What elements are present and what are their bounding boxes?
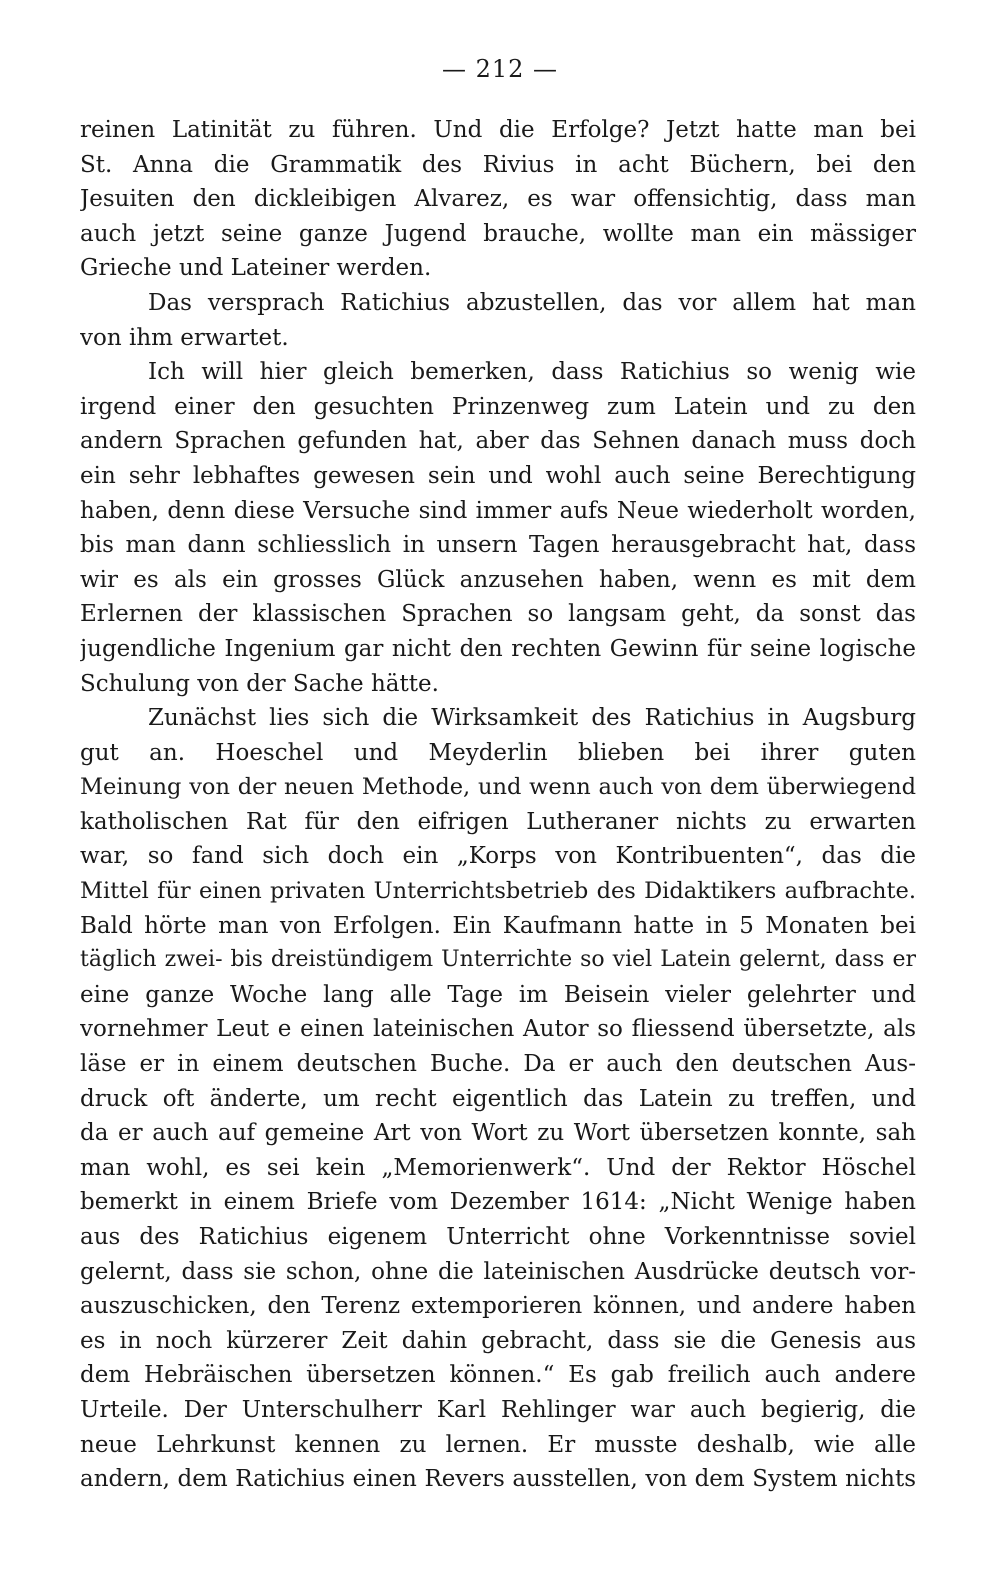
- text-line: läse er in einem deutschen Buche. Da er auch den deutschen Aus-: [80, 1051, 916, 1078]
- text-line: Mittel für einen privaten Unterrichtsbetrieb des Didaktikers aufbrachte.: [80, 878, 916, 905]
- text-line: irgend einer den gesuchten Prinzenweg zum Latein und zu den: [80, 393, 916, 420]
- page-number: — 212 —: [441, 55, 559, 83]
- text-line: ein sehr lebhaftes gewesen sein und wohl auch seine Berechtigung: [80, 462, 916, 489]
- text-line: andern Sprachen gefunden hat, aber das Sehnen danach muss doch: [80, 428, 916, 455]
- text-line: dem Hebräischen übersetzen können.“ Es gab freilich auch andere: [80, 1362, 916, 1389]
- text-line: bemerkt in einem Briefe vom Dezember 1614: „Nicht Wenige haben: [80, 1189, 916, 1216]
- text-line: Ich will hier gleich bemerken, dass Ratichius so wenig wie: [148, 359, 916, 386]
- text-line: Meinung von der neuen Methode, und wenn auch von dem überwiegend: [80, 774, 916, 801]
- text-line: vornehmer Leut e einen lateinischen Autor so fliessend übersetzte, als: [80, 1016, 916, 1043]
- text-line: Schulung von der Sache hätte.: [80, 670, 439, 697]
- text-line: aus des Ratichius eigenem Unterricht ohne Vorkenntnisse soviel: [80, 1224, 916, 1250]
- text-line: Erlernen der klassischen Sprachen so langsam geht, da sonst das: [80, 601, 916, 628]
- text-line: auszuschicken, den Terenz extemporieren können, und andere haben: [80, 1293, 916, 1320]
- text-line: gelernt, dass sie schon, ohne die lateinischen Ausdrücke deutsch vor-: [80, 1258, 916, 1285]
- text-line: auch jetzt seine ganze Jugend brauche, wollte man ein mässiger: [80, 220, 916, 247]
- text-line: Zunächst lies sich die Wirksamkeit des Ratichius in Augsburg: [148, 705, 916, 732]
- text-line: neue Lehrkunst kennen zu lernen. Er musste deshalb, wie alle: [80, 1431, 916, 1458]
- text-line: jugendliche Ingenium gar nicht den rechten Gewinn für seine logische: [80, 635, 916, 662]
- text-line: es in noch kürzerer Zeit dahin gebracht, dass sie die Genesis aus: [80, 1327, 916, 1354]
- text-line: Das versprach Ratichius abzustellen, das vor allem hat man: [148, 289, 916, 316]
- text-line: andern, dem Ratichius einen Revers ausstellen, von dem System nichts: [80, 1466, 916, 1493]
- text-line: katholischen Rat für den eifrigen Lutheraner nichts zu erwarten: [80, 808, 916, 835]
- text-line: man wohl, es sei kein „Memorienwerk“. Und der Rektor Höschel: [80, 1154, 916, 1181]
- text-line: Bald hörte man von Erfolgen. Ein Kaufmann hatte in 5 Monaten bei: [80, 912, 916, 939]
- text-line: von ihm erwartet.: [80, 324, 289, 351]
- text-line: St. Anna die Grammatik des Rivius in acht Büchern, bei den: [80, 151, 916, 178]
- text-line: Grieche und Lateiner werden.: [80, 255, 432, 282]
- text-line: wir es als ein grosses Glück anzusehen haben, wenn es mit dem: [80, 566, 916, 593]
- text-line: war, so fand sich doch ein „Korps von Kontribuenten“, das die: [80, 843, 916, 870]
- body-text: [80, 113, 916, 1497]
- text-line: täglich zwei- bis dreistündigem Unterrichte so viel Latein gelernt, dass er: [80, 947, 916, 973]
- text-line: druck oft änderte, um recht eigentlich das Latein zu treffen, und: [80, 1085, 916, 1112]
- text-line: Jesuiten den dickleibigen Alvarez, es war offensichtig, dass man: [80, 186, 916, 213]
- text-line: Urteile. Der Unterschulherr Karl Rehlinger war auch begierig, die: [80, 1396, 916, 1423]
- text-line: da er auch auf gemeine Art von Wort zu Wort übersetzen konnte, sah: [80, 1120, 916, 1147]
- text-line: eine ganze Woche lang alle Tage im Beisein vieler gelehrter und: [80, 981, 916, 1008]
- text-line: bis man dann schliesslich in unsern Tagen herausgebracht hat, dass: [80, 532, 916, 559]
- text-line: haben, denn diese Versuche sind immer aufs Neue wiederholt worden,: [80, 497, 916, 524]
- text-line: reinen Latinität zu führen. Und die Erfolge? Jetzt hatte man bei: [80, 117, 916, 143]
- text-line: gut an. Hoeschel und Meyderlin blieben bei ihrer guten: [80, 739, 916, 766]
